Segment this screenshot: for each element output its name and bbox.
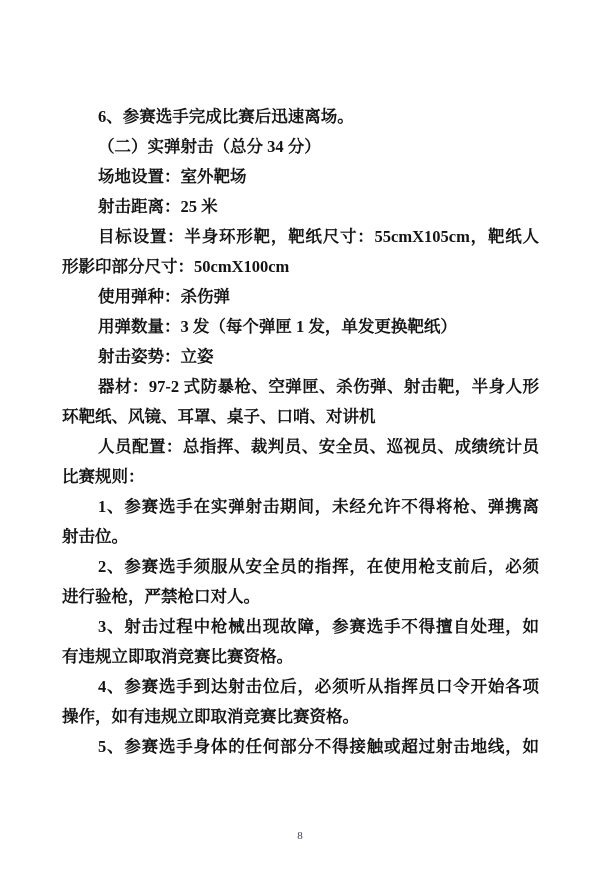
text-line: 射击位。 — [62, 527, 128, 546]
text-line: 有违规立即取消竞赛比赛资格。 — [62, 647, 293, 666]
document-body — [62, 102, 539, 762]
text-line: 1、参赛选手在实弹射击期间，未经允许不得将枪、弹携离 — [98, 497, 539, 516]
text-line: 5、参赛选手身体的任何部分不得接触或超过射击地线，如 — [98, 737, 539, 756]
text-line: 使用弹种：杀伤弹 — [98, 287, 230, 306]
text-line: 人员配置：总指挥、裁判员、安全员、巡视员、成绩统计员 — [98, 437, 539, 456]
text-line: 射击距离：25 米 — [98, 197, 218, 216]
text-line: 3、射击过程中枪械出现故障，参赛选手不得擅自处理，如 — [98, 617, 539, 636]
text-line: 器材：97-2 式防暴枪、空弹匣、杀伤弹、射击靶，半身人形 — [98, 377, 539, 396]
text-line: 场地设置：室外靶场 — [98, 167, 247, 186]
text-line: 操作，如有违规立即取消竞赛比赛资格。 — [62, 707, 359, 726]
text-line: 6、参赛选手完成比赛后迅速离场。 — [98, 107, 354, 126]
text-line: 环靶纸、风镜、耳罩、桌子、口哨、对讲机 — [62, 407, 376, 426]
page-number: 8 — [297, 830, 303, 842]
text-line: 目标设置：半身环形靶，靶纸尺寸：55cmX105cm，靶纸人 — [98, 227, 539, 246]
section-heading: （二）实弹射击（总分 34 分） — [98, 137, 321, 156]
text-line: 比赛规则： — [62, 467, 145, 486]
text-line: 进行验枪，严禁枪口对人。 — [62, 587, 260, 606]
text-line: 射击姿势：立姿 — [98, 347, 214, 366]
text-line: 用弹数量：3 发（每个弹匣 1 发，单发更换靶纸） — [98, 317, 457, 336]
text-line: 2、参赛选手须服从安全员的指挥，在使用枪支前后，必须 — [98, 557, 539, 576]
text-line: 形影印部分尺寸：50cmX100cm — [62, 257, 290, 276]
text-line: 4、参赛选手到达射击位后，必须听从指挥员口令开始各项 — [98, 677, 539, 696]
